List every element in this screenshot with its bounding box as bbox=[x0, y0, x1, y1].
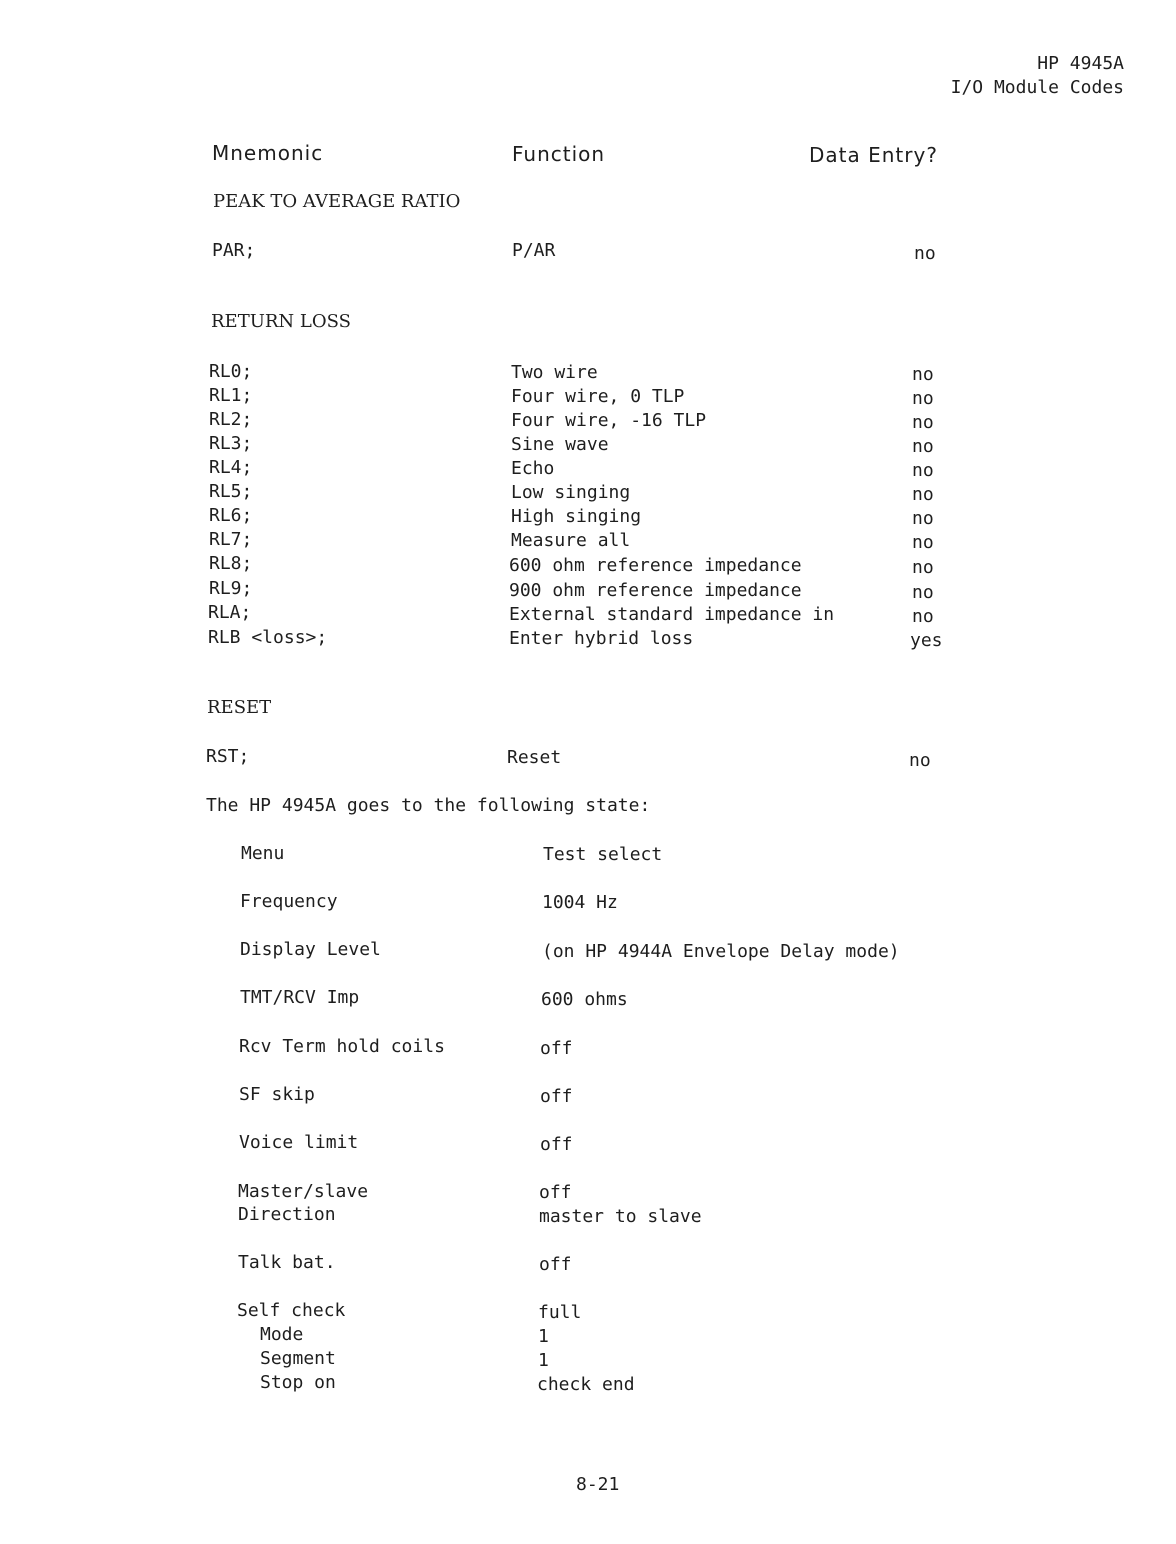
state-label-menu: Menu bbox=[241, 843, 285, 864]
function-rl7: Measure all bbox=[511, 530, 631, 551]
function-rl4: Echo bbox=[511, 458, 555, 479]
state-label-stop-on: Stop on bbox=[260, 1372, 336, 1393]
entry-rl4: no bbox=[912, 460, 934, 481]
state-label-frequency: Frequency bbox=[240, 891, 338, 912]
page-number: 8-21 bbox=[576, 1474, 620, 1495]
entry-par: no bbox=[914, 243, 936, 264]
entry-rst: no bbox=[909, 750, 931, 771]
entry-rl2: no bbox=[912, 412, 934, 433]
entry-rl3: no bbox=[912, 436, 934, 457]
mnemonic-rst: RST; bbox=[206, 746, 250, 767]
state-label-self-check: Self check bbox=[237, 1300, 346, 1321]
section-title-reset: RESET bbox=[207, 697, 272, 718]
header-model: HP 4945A bbox=[1037, 53, 1124, 74]
function-rla: External standard impedance in bbox=[509, 604, 835, 625]
state-value-rcv-term: off bbox=[540, 1038, 573, 1059]
state-value-display-level: (on HP 4944A Envelope Delay mode) bbox=[542, 941, 900, 962]
state-value-direction: master to slave bbox=[539, 1206, 702, 1227]
function-rl6: High singing bbox=[511, 506, 642, 527]
mnemonic-rl2: RL2; bbox=[209, 409, 253, 430]
mnemonic-rl0: RL0; bbox=[209, 361, 253, 382]
state-value-sf-skip: off bbox=[540, 1086, 573, 1107]
state-value-stop-on: check end bbox=[537, 1374, 635, 1395]
function-rl2: Four wire, -16 TLP bbox=[511, 410, 707, 431]
entry-rl8: no bbox=[912, 557, 934, 578]
function-rl1: Four wire, 0 TLP bbox=[511, 386, 685, 407]
function-rlb: Enter hybrid loss bbox=[509, 628, 694, 649]
mnemonic-rl7: RL7; bbox=[209, 529, 253, 550]
mnemonic-rl5: RL5; bbox=[209, 481, 253, 502]
mnemonic-rl4: RL4; bbox=[209, 457, 253, 478]
mnemonic-rl3: RL3; bbox=[209, 433, 253, 454]
state-value-menu: Test select bbox=[543, 844, 663, 865]
state-value-self-check: full bbox=[538, 1302, 582, 1323]
state-label-mode: Mode bbox=[260, 1324, 304, 1345]
state-label-tmt-rcv-imp: TMT/RCV Imp bbox=[240, 987, 360, 1008]
state-value-talk-bat: off bbox=[539, 1254, 572, 1275]
state-value-mode: 1 bbox=[538, 1326, 549, 1347]
entry-rl5: no bbox=[912, 484, 934, 505]
entry-rl0: no bbox=[912, 364, 934, 385]
entry-rl7: no bbox=[912, 532, 934, 553]
state-label-master-slave: Master/slave bbox=[238, 1181, 369, 1202]
entry-rla: no bbox=[912, 606, 934, 627]
function-rl9: 900 ohm reference impedance bbox=[509, 580, 802, 601]
mnemonic-rl9: RL9; bbox=[209, 578, 253, 599]
function-rst: Reset bbox=[507, 747, 562, 768]
mnemonic-rl8: RL8; bbox=[209, 553, 253, 574]
state-label-sf-skip: SF skip bbox=[239, 1084, 315, 1105]
page-header bbox=[951, 52, 1124, 100]
column-header-function: Function bbox=[512, 142, 606, 166]
state-label-display-level: Display Level bbox=[240, 939, 381, 960]
entry-rl1: no bbox=[912, 388, 934, 409]
state-label-rcv-term: Rcv Term hold coils bbox=[239, 1036, 445, 1057]
column-header-mnemonic: Mnemonic bbox=[212, 141, 324, 165]
mnemonic-rla: RLA; bbox=[208, 602, 252, 623]
section-title-par: PEAK TO AVERAGE RATIO bbox=[213, 191, 461, 212]
function-rl8: 600 ohm reference impedance bbox=[509, 555, 802, 576]
state-label-talk-bat: Talk bat. bbox=[238, 1252, 336, 1273]
column-header-data-entry: Data Entry? bbox=[809, 143, 938, 167]
mnemonic-rl6: RL6; bbox=[209, 505, 253, 526]
entry-rl9: no bbox=[912, 582, 934, 603]
mnemonic-rlb: RLB <loss>; bbox=[208, 627, 328, 648]
section-title-return-loss: RETURN LOSS bbox=[211, 311, 351, 332]
mnemonic-par: PAR; bbox=[212, 240, 256, 261]
state-value-voice-limit: off bbox=[540, 1134, 573, 1155]
state-value-tmt-rcv-imp: 600 ohms bbox=[541, 989, 628, 1010]
state-value-master-slave: off bbox=[539, 1182, 572, 1203]
state-value-frequency: 1004 Hz bbox=[542, 892, 618, 913]
state-label-voice-limit: Voice limit bbox=[239, 1132, 359, 1153]
entry-rlb: yes bbox=[910, 630, 943, 651]
function-par: P/AR bbox=[512, 240, 556, 261]
state-value-segment: 1 bbox=[538, 1350, 549, 1371]
entry-rl6: no bbox=[912, 508, 934, 529]
mnemonic-rl1: RL1; bbox=[209, 385, 253, 406]
function-rl3: Sine wave bbox=[511, 434, 609, 455]
reset-state-intro: The HP 4945A goes to the following state: bbox=[206, 795, 651, 816]
header-subtitle: I/O Module Codes bbox=[950, 77, 1124, 98]
function-rl5: Low singing bbox=[511, 482, 631, 503]
state-label-segment: Segment bbox=[260, 1348, 336, 1369]
function-rl0: Two wire bbox=[511, 362, 598, 383]
state-label-direction: Direction bbox=[238, 1204, 336, 1225]
